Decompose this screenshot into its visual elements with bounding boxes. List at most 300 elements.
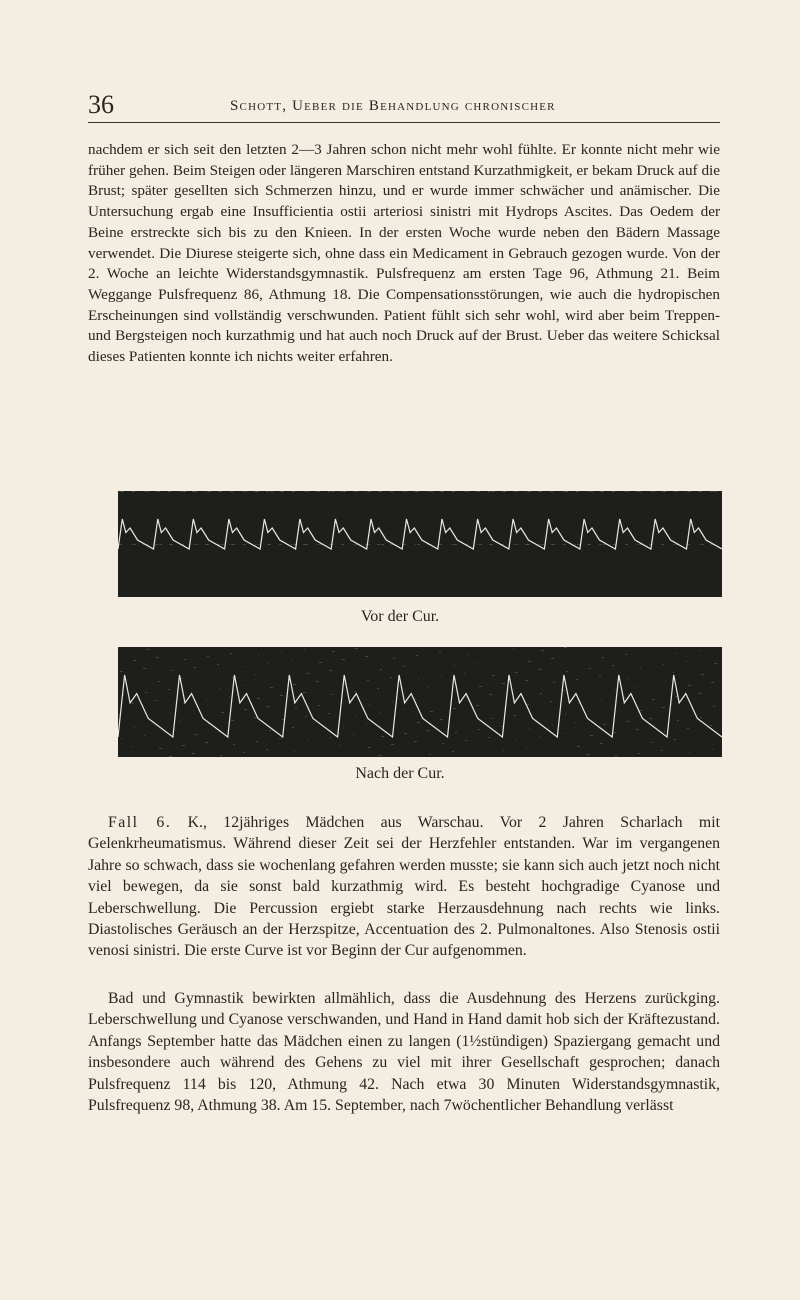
curve-texture — [529, 544, 530, 545]
curve-texture — [713, 706, 715, 707]
curve-texture — [256, 741, 258, 742]
curve-texture — [614, 491, 615, 492]
curve-texture — [343, 726, 344, 727]
curve-texture — [699, 544, 700, 545]
curve-texture — [416, 491, 418, 492]
curve-texture — [515, 672, 518, 673]
curve-texture — [576, 491, 578, 492]
curve-texture — [390, 491, 392, 492]
curve-texture — [354, 691, 356, 692]
curve-texture — [614, 689, 615, 690]
curve-texture — [305, 716, 307, 717]
curve-texture — [196, 491, 197, 492]
curve-texture — [303, 692, 306, 693]
curve-texture — [650, 675, 651, 676]
curve-texture — [131, 746, 132, 747]
curve-texture — [552, 725, 553, 726]
curve-texture — [516, 491, 517, 492]
curve-texture — [340, 491, 341, 492]
case-text: K., 12jähriges Mädchen aus Warschau. Vor 2 Jahren Scharlach mit Gelenkrheumatismus. Während dieser Zeit sei der Herzfehler entstanden. War im vergangenen Jahre so schwach, dass sie wochenlang gefahren werden musste; sie kann sich auch jetzt noch nicht viel bewegen, da sie sonst bald kurzathmig wird. Es besteht hochgradige Cyanose und Leberschwellung. Die Percussion ergiebt starke Herzausdehnung nach rechts wie links. Diastolisches Geräusch an der Herzspitze, Accentuation des 2. Pulmonaltones. Also Stenosis ostii venosi sinistri. Die erste Curve ist vor Beginn der Cur aufgenommen. — [88, 814, 720, 960]
curve-texture — [133, 544, 136, 545]
curve-texture — [170, 491, 171, 492]
curve-texture — [180, 721, 181, 722]
curve-texture — [353, 734, 354, 735]
curve-texture — [344, 491, 346, 492]
curve-texture — [427, 730, 430, 731]
curve-texture — [590, 491, 593, 492]
curve-texture — [428, 491, 429, 492]
curve-texture — [566, 491, 568, 492]
curve-texture — [330, 491, 331, 492]
curve-texture — [159, 544, 162, 545]
curve-texture — [478, 491, 480, 492]
curve-texture — [430, 491, 433, 492]
curve-texture — [245, 544, 246, 545]
curve-texture — [476, 705, 479, 706]
curve-texture — [589, 668, 591, 669]
curve-texture — [467, 654, 468, 655]
curve-texture — [528, 491, 531, 492]
curve-texture — [414, 741, 417, 742]
curve-texture — [538, 669, 541, 670]
curve-texture — [418, 679, 419, 680]
curve-texture — [254, 717, 257, 718]
curve-texture — [268, 491, 269, 492]
curve-texture — [255, 674, 256, 675]
curve-texture — [578, 491, 579, 492]
curve-texture — [379, 544, 380, 545]
curve-texture — [516, 739, 517, 740]
curve-texture — [244, 709, 247, 710]
curve-texture — [564, 647, 567, 648]
curve-texture — [282, 491, 284, 492]
curve-texture — [477, 662, 478, 663]
curve-texture — [206, 699, 207, 700]
curve-texture — [577, 746, 580, 747]
curve-texture — [416, 655, 418, 656]
pulse-curve-after — [118, 647, 722, 757]
curve-texture — [269, 544, 271, 545]
curve-texture — [355, 648, 358, 649]
curve-texture — [513, 648, 514, 649]
paragraph-patient-history — [88, 140, 720, 368]
pulse-curve-before — [118, 491, 722, 597]
curve-texture — [219, 544, 220, 545]
curve-texture — [377, 544, 379, 545]
curve-texture — [714, 663, 717, 664]
curve-texture — [664, 491, 666, 492]
curve-texture — [442, 491, 444, 492]
curve-texture — [563, 544, 565, 545]
curve-texture — [454, 491, 455, 492]
curve-texture — [488, 737, 490, 738]
curve-texture — [404, 733, 407, 734]
curve-texture — [640, 667, 641, 668]
curve-texture — [266, 749, 268, 750]
curve-texture — [405, 544, 406, 545]
curve-texture — [528, 661, 531, 662]
page-number: 36 — [88, 90, 114, 119]
curve-texture — [686, 491, 687, 492]
curve-texture — [195, 544, 198, 545]
curve-texture — [402, 491, 403, 492]
curve-texture — [612, 491, 614, 492]
curve-texture — [662, 707, 665, 708]
curve-texture — [710, 491, 712, 492]
curve-texture — [221, 544, 224, 545]
curve-texture — [464, 491, 465, 492]
curve-texture — [664, 731, 666, 732]
curve-texture — [233, 544, 235, 545]
curve-texture — [231, 720, 234, 721]
curve-texture — [563, 690, 565, 691]
curve-texture — [526, 491, 527, 492]
curve-texture — [540, 693, 542, 694]
curve-texture — [674, 739, 676, 740]
curve-texture — [317, 748, 318, 749]
curve-texture — [674, 491, 676, 492]
curve-texture — [229, 544, 230, 545]
curve-texture — [369, 704, 370, 705]
curve-texture — [663, 544, 664, 545]
paragraph-treatment — [88, 988, 720, 1116]
curve-texture — [652, 699, 655, 700]
curve-texture — [553, 544, 555, 545]
curve-texture — [501, 726, 503, 727]
curve-texture — [343, 544, 344, 545]
paragraph-text: Bad und Gymnastik bewirkten allmählich, dass die Ausdehnung des Herzens zurückging. Leberschwellung und Cyanose verschwanden, und Hand in Hand damit hob sich der Kräftezustand. Anfangs September hatte das Mädchen einen zu langen (1½stündigen) Spaziergang gemacht und insbesondere auch während des Gehens zu viel mit ihrer Gesellschaft gesprochen; danach Pulsfrequenz 114 bis 120, Athmung 42. Nach etwa 30 Minuten Widerstandsgymnastik, Pulsfrequenz 98, Athmung 38. Am 15. September, nach 7wöchentlicher Behandlung verlässt — [88, 990, 720, 1115]
curve-texture — [243, 752, 245, 753]
curve-texture — [392, 491, 393, 492]
curve-texture — [207, 656, 209, 657]
curve-texture — [353, 544, 354, 545]
curve-texture — [599, 676, 601, 677]
curve-texture — [513, 544, 514, 545]
curve-texture — [612, 665, 614, 666]
curve-texture — [490, 651, 491, 652]
curve-texture — [181, 678, 183, 679]
curve-texture — [146, 649, 149, 650]
curve-texture — [455, 732, 457, 733]
curve-texture — [367, 680, 369, 681]
curve-texture — [466, 491, 469, 492]
curve-texture — [243, 544, 245, 545]
curve-texture — [676, 653, 677, 654]
curve-texture — [195, 734, 198, 735]
curve-texture — [687, 728, 689, 729]
curve-texture — [183, 702, 184, 703]
curve-texture — [699, 650, 700, 651]
curve-texture — [492, 491, 495, 492]
curve-texture — [440, 719, 443, 720]
figure-caption-before: Vor der Cur. — [360, 608, 440, 625]
curve-texture — [295, 708, 297, 709]
curve-texture — [393, 658, 395, 659]
curve-texture — [625, 544, 627, 545]
curve-texture — [146, 491, 149, 492]
curve-texture — [689, 752, 690, 753]
curve-texture — [514, 715, 516, 716]
curve-texture — [479, 686, 482, 687]
curve-texture — [282, 719, 284, 720]
curve-texture — [132, 491, 134, 492]
curve-texture — [205, 742, 208, 743]
curve-texture — [170, 713, 171, 714]
curve-texture — [369, 544, 370, 545]
curve-texture — [294, 491, 295, 492]
curve-texture — [233, 744, 235, 745]
curve-texture — [576, 679, 578, 680]
curve-texture — [539, 736, 540, 737]
curve-texture — [452, 491, 454, 492]
curve-texture — [539, 544, 540, 545]
curve-texture — [613, 732, 616, 733]
curve-texture — [257, 544, 260, 545]
curve-texture — [318, 705, 320, 706]
curve-texture — [379, 712, 380, 713]
curve-texture — [603, 544, 606, 545]
curve-texture — [280, 695, 283, 696]
curve-texture — [640, 491, 641, 492]
curve-texture — [714, 491, 717, 492]
curve-texture — [712, 491, 713, 492]
curve-texture — [390, 677, 392, 678]
curve-texture — [551, 658, 554, 659]
curve-texture — [132, 703, 134, 704]
curve-texture — [332, 651, 335, 652]
curve-texture — [134, 491, 135, 492]
curve-texture — [688, 685, 691, 686]
curve-texture — [292, 491, 294, 492]
curve-texture — [194, 667, 196, 668]
curve-texture — [415, 698, 416, 699]
curve-texture — [184, 659, 186, 660]
curve-texture — [145, 692, 147, 693]
curve-texture — [257, 698, 260, 699]
curve-texture — [291, 544, 292, 545]
curve-texture — [143, 668, 146, 669]
curve-texture — [366, 723, 367, 724]
curve-texture — [550, 491, 552, 492]
curve-texture — [565, 714, 566, 715]
curve-texture — [711, 682, 714, 683]
curve-texture — [661, 544, 663, 545]
curve-texture — [220, 755, 222, 756]
curve-texture — [244, 491, 247, 492]
curve-texture — [192, 753, 195, 754]
curve-texture — [356, 491, 357, 492]
curve-texture — [328, 491, 330, 492]
curve-texture — [439, 544, 441, 545]
curve-texture — [688, 491, 691, 492]
curve-texture — [232, 491, 233, 492]
curve-texture — [455, 544, 457, 545]
curve-texture — [159, 748, 162, 749]
curve-texture — [491, 718, 493, 719]
curve-texture — [158, 491, 160, 492]
curve-texture — [588, 491, 589, 492]
curve-texture — [330, 737, 331, 738]
paragraph-case-6 — [88, 812, 720, 962]
curve-texture — [566, 671, 568, 672]
curve-texture — [307, 740, 308, 741]
curve-texture — [193, 710, 194, 711]
curve-texture — [663, 664, 664, 665]
curve-texture — [627, 678, 628, 679]
curve-texture — [144, 735, 145, 736]
curve-texture — [168, 689, 170, 690]
curve-texture — [342, 659, 345, 660]
curve-texture — [651, 742, 653, 743]
curve-texture — [588, 711, 589, 712]
curve-texture — [601, 544, 602, 545]
curve-texture — [451, 544, 452, 545]
curve-texture — [700, 717, 702, 718]
curve-texture — [402, 709, 403, 710]
curve-texture — [589, 544, 591, 545]
curve-texture — [368, 747, 371, 748]
curve-texture — [378, 755, 381, 756]
curve-texture — [565, 544, 566, 545]
curve-texture — [118, 491, 119, 492]
curve-texture — [701, 674, 704, 675]
curve-texture — [307, 544, 308, 545]
curve-texture — [155, 544, 157, 545]
curve-texture — [478, 729, 480, 730]
curve-texture — [503, 544, 504, 545]
curve-texture — [698, 693, 701, 694]
curve-texture — [489, 694, 492, 695]
curve-texture — [193, 544, 194, 545]
curve-texture — [676, 491, 677, 492]
curve-texture — [131, 544, 132, 545]
curve-texture — [439, 652, 441, 653]
curve-texture — [183, 544, 184, 545]
curve-texture — [392, 701, 393, 702]
curve-texture — [182, 745, 185, 746]
curve-texture — [637, 544, 638, 545]
curve-texture — [602, 491, 604, 492]
curve-texture — [380, 491, 382, 492]
curve-texture — [624, 491, 625, 492]
curve-texture — [415, 544, 416, 545]
curve-texture — [292, 727, 294, 728]
figure-caption-after: Nach der Cur. — [355, 765, 445, 782]
curve-texture — [368, 491, 371, 492]
curve-texture — [377, 688, 379, 689]
curve-texture — [673, 544, 674, 545]
curve-texture — [562, 733, 563, 734]
curve-texture — [121, 544, 122, 545]
curve-texture — [168, 491, 170, 492]
pulse-trace — [118, 675, 722, 737]
paragraph-text: nachdem er sich seit den letzten 2—3 Jahren schon nicht mehr wohl fühlte. Er konnte nicht mehr wie früher gehen. Beim Steigen oder längeren Marschiren entstand Kurzathmigkeit, er bekam Druck auf die Brust; später gesellten sich Schmerzen hinzu, und er wurde immer schwächer und anämischer. Die Untersuchung ergab eine Insufficientia ostii arteriosi sinistri mit Hydrops Ascites. Das Oedem der Beine erstreckte sich bis zu den Knieen. In der ersten Woche wurde neben den Bädern Massage verwendet. Die Diurese steigerte sich, ohne dass ein Medicament in Gebrauch gezogen wurde. Von der 2. Woche an leichte Widerstandsgymnastik. Pulsfrequenz am ersten Tage 96, Athmung 21. Beim Weggange Pulsfrequenz 86, Athmung 18. Die Compensationsstörungen, wie auch die hydropischen Erscheinungen sind vollständig verschwunden. Patient fühlt sich sehr wohl, wird aber beim Treppen- und Bergsteigen noch kurzathmig und hat auch noch Druck auf der Brust. Ueber das weitere Schicksal dieses Patienten konnte ich nichts weiter erfahren. — [88, 141, 720, 366]
curve-texture — [184, 491, 186, 492]
curve-texture — [464, 673, 465, 674]
curve-texture — [219, 688, 220, 689]
curve-texture — [158, 681, 160, 682]
curve-texture — [340, 745, 341, 746]
curve-texture — [590, 735, 593, 736]
curve-texture — [208, 491, 211, 492]
curve-texture — [403, 666, 405, 667]
curve-texture — [492, 675, 495, 676]
curve-texture — [625, 654, 627, 655]
curve-texture — [626, 721, 629, 722]
curve-texture — [242, 685, 243, 686]
curve-texture — [638, 753, 640, 754]
curve-texture — [477, 544, 478, 545]
curve-texture — [578, 703, 579, 704]
curve-texture — [601, 700, 602, 701]
curve-texture — [328, 713, 330, 714]
curve-texture — [515, 544, 518, 545]
curve-texture — [615, 756, 617, 757]
curve-texture — [712, 749, 713, 750]
curve-texture — [701, 544, 704, 545]
curve-texture — [452, 751, 454, 752]
curve-texture — [652, 491, 655, 492]
curve-texture — [575, 544, 576, 545]
curve-texture — [587, 754, 590, 755]
curve-texture — [255, 544, 256, 545]
curve-texture — [677, 720, 679, 721]
curve-texture — [220, 491, 222, 492]
running-head: Schott, Ueber die Behandlung chronischer — [230, 98, 556, 114]
curve-texture — [479, 544, 482, 545]
curve-texture — [540, 491, 542, 492]
curve-texture — [169, 756, 172, 757]
curve-texture — [318, 491, 320, 492]
curve-texture — [465, 740, 467, 741]
curve-texture — [242, 491, 243, 492]
curve-texture — [689, 544, 690, 545]
curve-texture — [232, 677, 233, 678]
curve-texture — [552, 491, 553, 492]
curve-texture — [279, 544, 281, 545]
curve-texture — [404, 491, 407, 492]
curve-texture — [428, 687, 429, 688]
curve-texture — [134, 727, 135, 728]
curve-texture — [304, 491, 305, 492]
curve-texture — [453, 708, 456, 709]
curve-texture — [258, 655, 259, 656]
curve-texture — [329, 670, 332, 671]
curve-texture — [603, 724, 606, 725]
curve-texture — [229, 696, 230, 697]
curve-texture — [454, 665, 455, 666]
curve-texture — [529, 728, 530, 729]
curve-texture — [317, 544, 318, 545]
curve-texture — [577, 544, 580, 545]
curve-texture — [575, 722, 576, 723]
curve-texture — [599, 544, 601, 545]
curve-texture — [502, 683, 505, 684]
curve-texture — [626, 491, 629, 492]
curve-texture — [491, 544, 493, 545]
curve-texture — [366, 491, 367, 492]
curve-texture — [196, 691, 197, 692]
curve-texture — [331, 694, 333, 695]
curve-texture — [527, 704, 529, 705]
curve-texture — [207, 544, 209, 545]
curve-texture — [245, 666, 246, 667]
curve-texture — [527, 544, 529, 545]
curve-texture — [430, 711, 433, 712]
curve-texture — [306, 673, 309, 674]
curve-texture — [206, 491, 207, 492]
curve-texture — [700, 491, 702, 492]
